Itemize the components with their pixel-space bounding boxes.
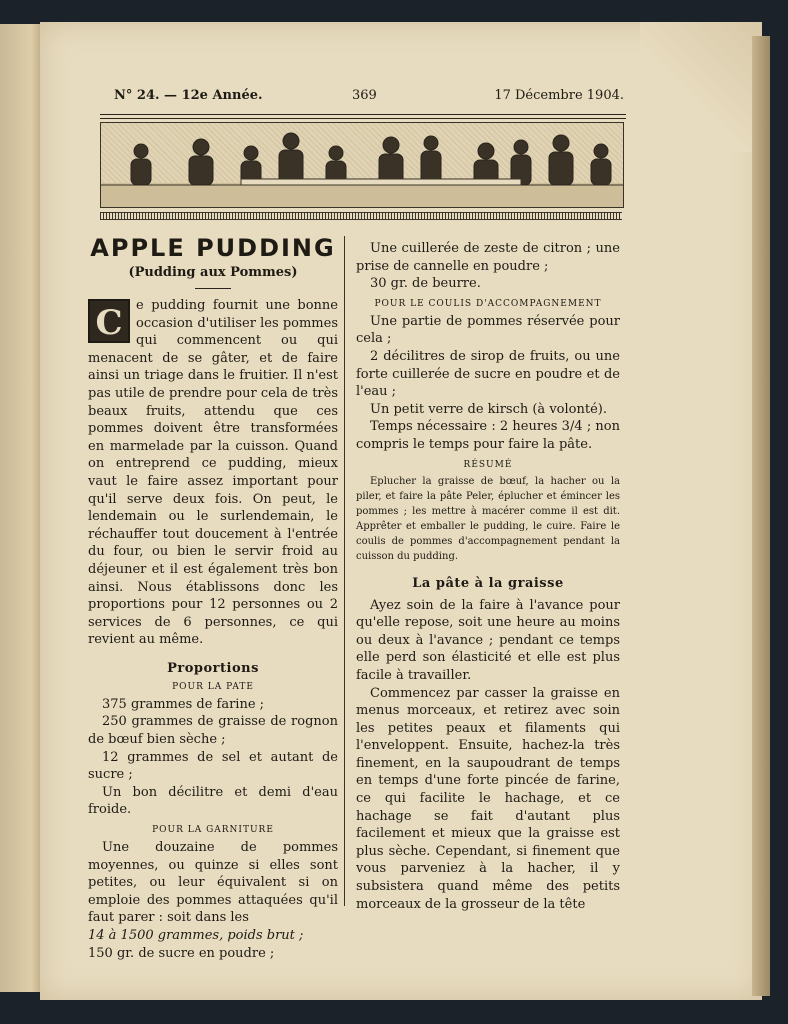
article-subtitle: (Pudding aux Pommes) xyxy=(128,265,298,280)
coulis-item: Un petit verre de kirsch (à volonté). xyxy=(370,401,607,417)
ornamental-rule xyxy=(100,212,622,220)
issue-date: 17 Décembre 1904. xyxy=(494,88,624,103)
drop-cap: C xyxy=(88,299,130,343)
resume-heading: RÉSUMÉ xyxy=(463,459,513,470)
coulis-heading: POUR LE COULIS D'ACCOMPAGNEMENT xyxy=(374,298,602,309)
intro-paragraph-block xyxy=(88,297,338,649)
ingredient-item: Une cuillerée de zeste de citron ; une prise de cannelle en poudre ; xyxy=(356,241,620,274)
page-corner-fold xyxy=(640,22,762,152)
pate-heading: POUR LA PATE xyxy=(172,681,254,692)
pate-item: Un bon décilitre et demi d'eau froide. xyxy=(88,784,338,818)
resume-text: Eplucher la graisse de bœuf, la hacher ou la piler, et faire la pâte Peler, éplucher et émincer les pommes ; les mettre à macérer comme il est dit. Apprêter et emballer le pudding, le cuire. Faire le coulis de pommes d'accompagnement pendant la cuisson du pudding. xyxy=(356,475,620,562)
header-rule xyxy=(100,114,626,119)
garniture-heading: POUR LA GARNITURE xyxy=(152,825,274,836)
garniture-weight: 14 à 1500 grammes, poids brut ; xyxy=(88,928,304,943)
ingredient-item: 30 gr. de beurre. xyxy=(370,276,481,292)
time-required: Temps nécessaire : 2 heures 3/4 ; non compris le temps pour faire la pâte. xyxy=(356,419,620,452)
right-column xyxy=(356,240,620,913)
coulis-item: Une partie de pommes réservée pour cela ; xyxy=(356,313,620,347)
decorative-banner-illustration xyxy=(100,122,624,208)
pate-item: 250 grammes de graisse de rognon de bœuf bien sèche ; xyxy=(88,714,338,748)
pate-graisse-paragraph: Commencez par casser la graisse en menus morceaux, et retirez avec soin les petites peaux et filaments qui l'enveloppent. Ensuite, hachez-la très finement, en la saupoudrant de temps en temps d'une forte pincée de farine, ce qui facilite le hachage, et ce hachage se fait d'autant plus facilement et mieux que la graisse est plus sèche. Cependant, si finement que vous parveniez à la hacher, il y subsistera quand même des petits morceaux de la grosseur de la tête xyxy=(356,685,620,912)
garniture-paragraph: Une douzaine de pommes moyennes, ou quinze si elles sont petites, ou leur équivalent si on emploie des pommes attaquées qu'il faut parer : soit dans les xyxy=(88,840,338,926)
page-header xyxy=(114,88,624,110)
page-number: 369 xyxy=(352,88,377,103)
intro-paragraph: e pudding fournit une bonne occasion d'utiliser les pommes qui commencent ou qui menacent de se gâter, et de faire ainsi un triage dans le fruitier. Il n'est pas utile de prendre pour cela de très beaux fruits, attendu que ces pommes doivent être transformées en marmelade par la cuisson. Quand on entreprend ce pudding, mieux vaut le faire assez important pour qu'il serve deux fois. On peut, le lendemain ou le surlendemain, le réchauffer tout doucement à l'entrée du four, ou bien le servir froid au déjeuner et il est également très bon ainsi. Nous établissons donc les proportions pour 12 personnes ou 2 services de 6 personnes, ce qui revient au même. xyxy=(88,298,338,648)
pate-graisse-heading: La pâte à la graisse xyxy=(412,575,564,591)
page-right-edge xyxy=(752,36,770,996)
garniture-sugar: 150 gr. de sucre en poudre ; xyxy=(88,945,275,961)
column-divider xyxy=(344,236,345,906)
pate-item: 375 grammes de farine ; xyxy=(102,696,265,712)
issue-number: N° 24. — 12e Année. xyxy=(114,88,263,103)
article-title: APPLE PUDDING xyxy=(90,234,336,262)
pate-graisse-paragraph: Ayez soin de la faire à l'avance pour qu'elle repose, soit une heure au moins ou deux à l'avance ; pendant ce temps elle perd son élasticité et elle est plus facile à travailler. xyxy=(356,597,620,683)
proportions-heading: Proportions xyxy=(167,660,259,676)
coulis-item: 2 décilitres de sirop de fruits, ou une forte cuillerée de sucre en poudre et de l'eau ; xyxy=(356,348,620,400)
pate-item: 12 grammes de sel et autant de sucre ; xyxy=(88,749,338,783)
title-rule xyxy=(195,288,231,289)
left-column xyxy=(88,232,338,962)
